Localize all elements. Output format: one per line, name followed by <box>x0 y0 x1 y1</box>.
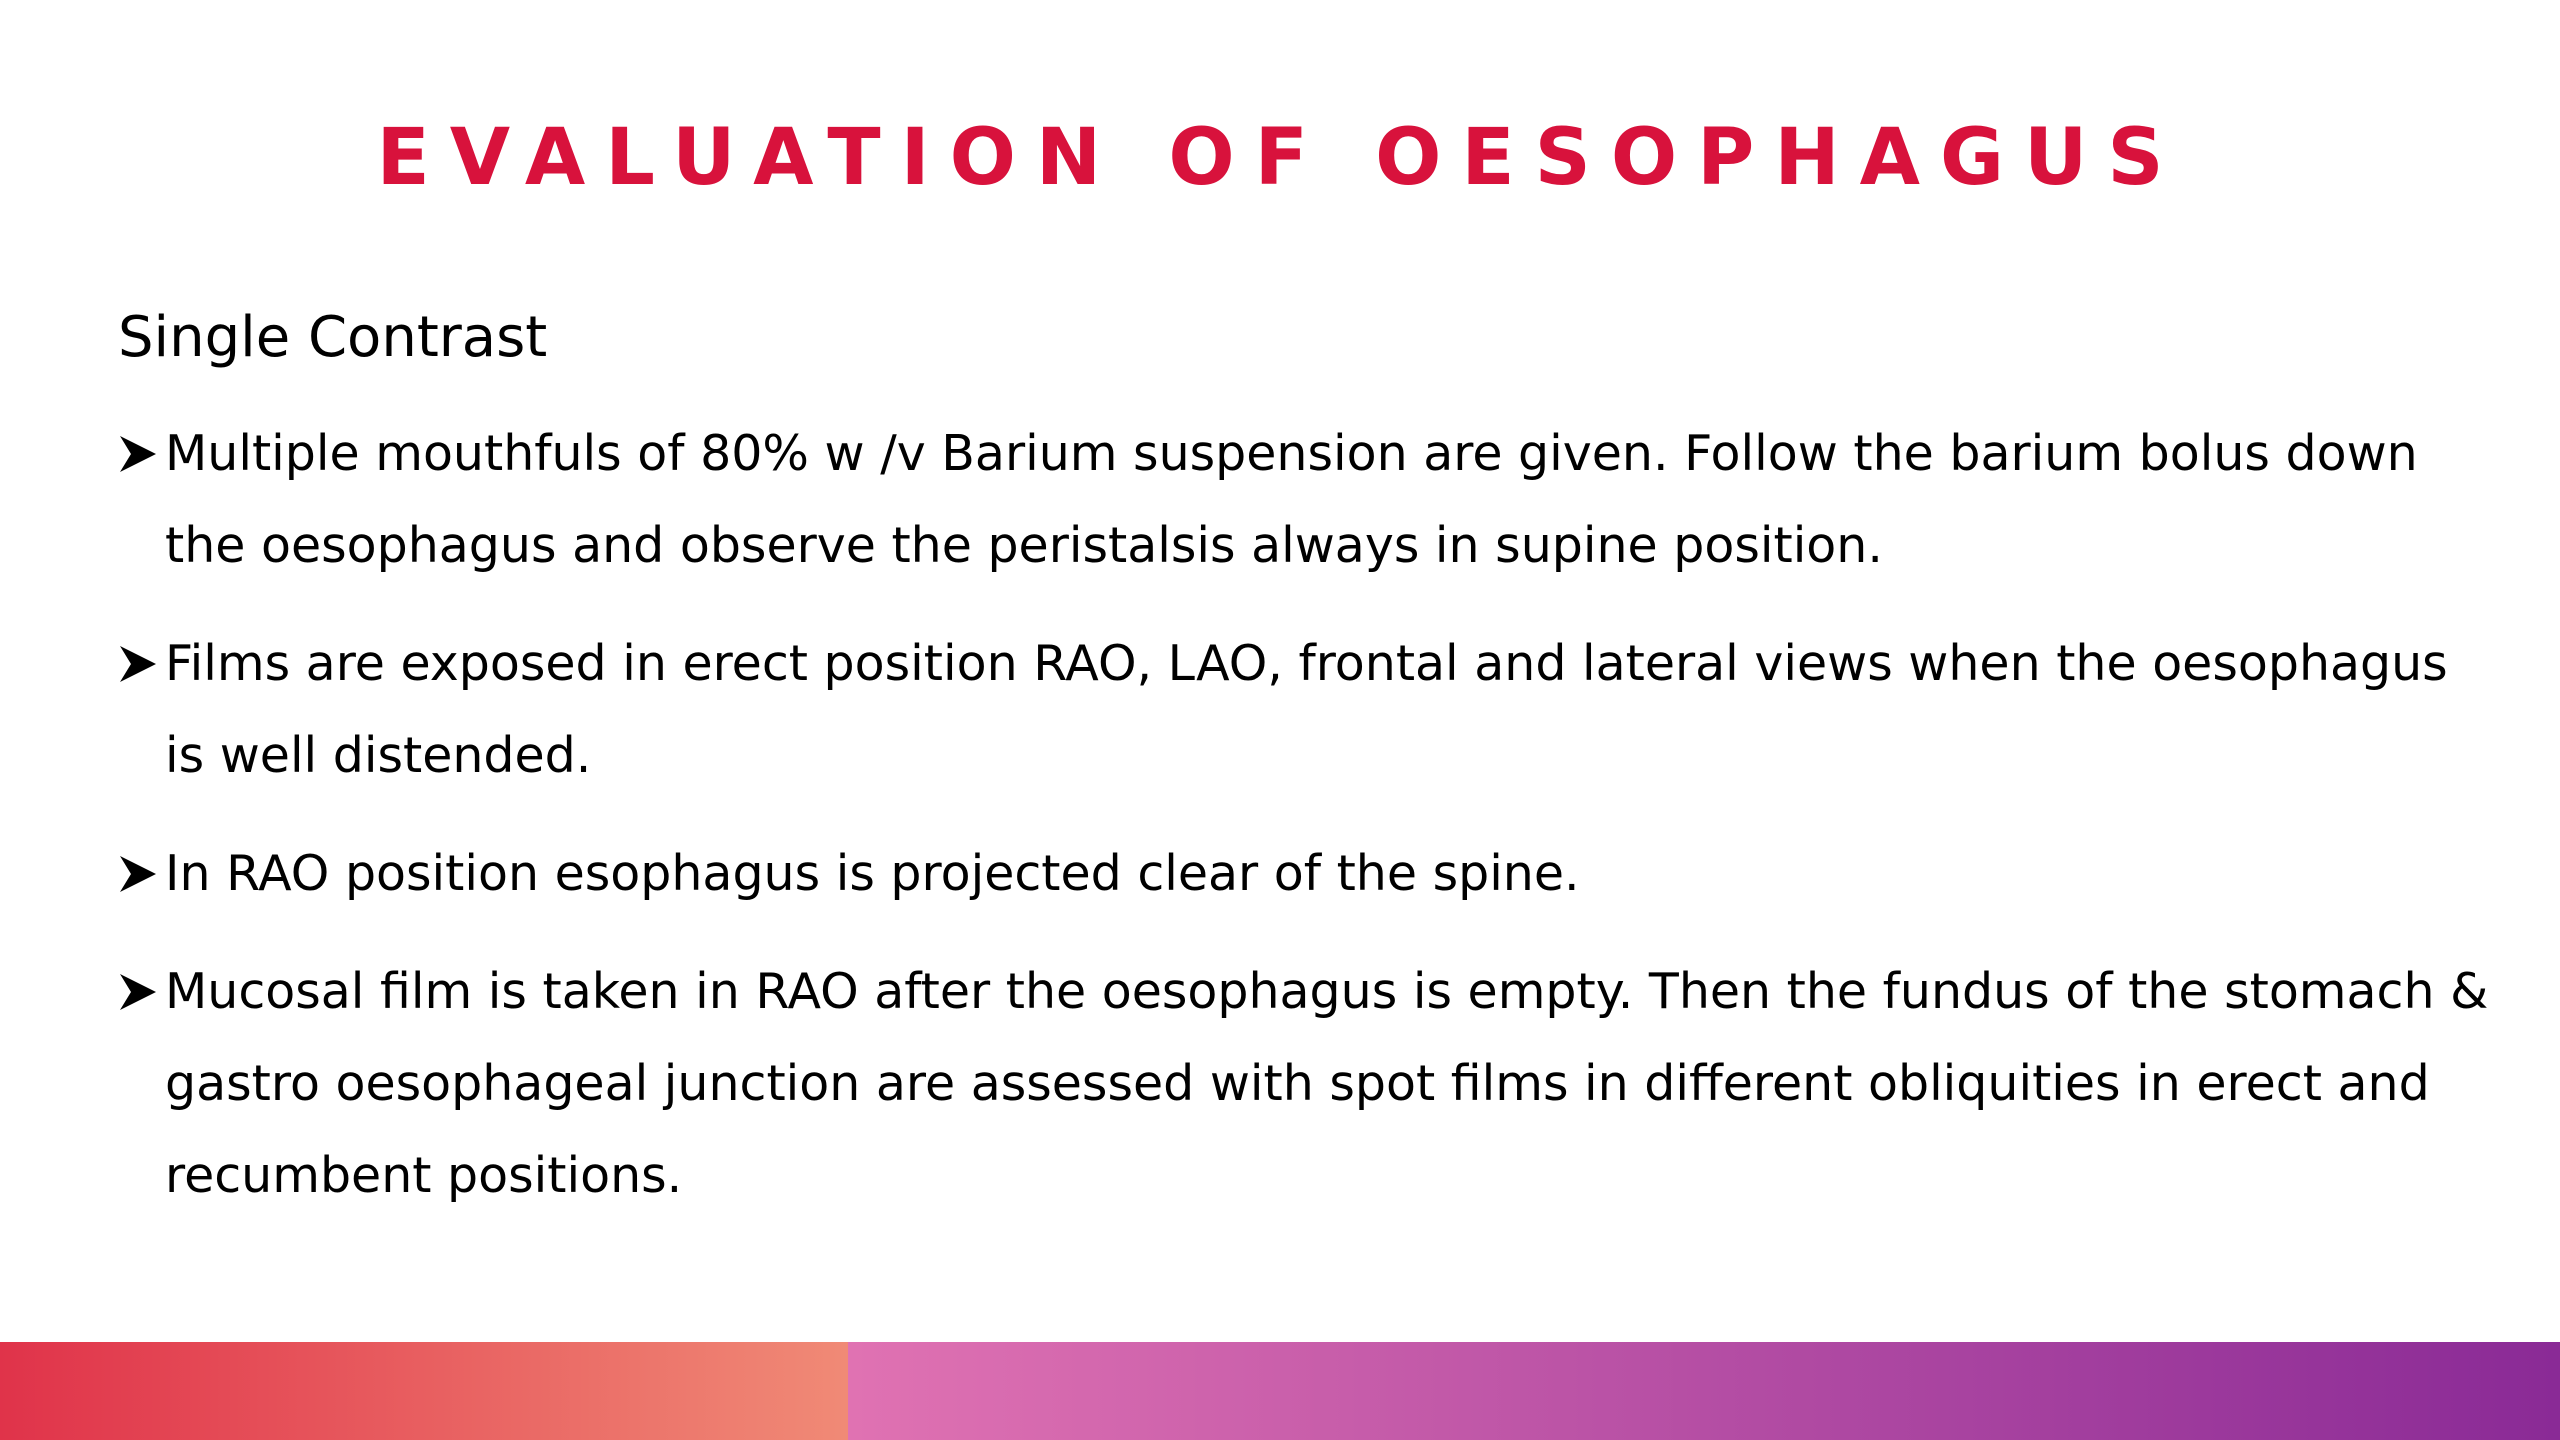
arrowhead-bullet-icon <box>118 408 162 500</box>
bullet-text: Mucosal film is taken in RAO after the oesophagus is empty. Then the fundus of the stomach & gastro oesophageal junction are assessed with spot films in different obliquities in erect and recumbent positions. <box>165 963 2489 1204</box>
arrowhead-bullet-icon <box>118 618 162 710</box>
decorative-gradient-bar <box>0 1342 2560 1440</box>
slide-content <box>118 296 2498 1248</box>
bullet-item <box>118 408 2498 592</box>
bullet-text: In RAO position esophagus is projected clear of the spine. <box>165 845 1580 902</box>
bullet-list <box>118 408 2498 1222</box>
gradient-bar-left <box>0 1342 848 1440</box>
bullet-item <box>118 946 2498 1222</box>
arrowhead-bullet-icon <box>118 946 162 1038</box>
arrowhead-bullet-icon <box>118 828 162 920</box>
bullet-text: Films are exposed in erect position RAO, LAO, frontal and lateral views when the oesophagus is well distended. <box>165 635 2448 784</box>
bullet-item <box>118 618 2498 802</box>
bullet-item <box>118 828 2498 920</box>
section-subheading: Single Contrast <box>118 305 548 370</box>
gradient-bar-right <box>848 1342 2560 1440</box>
bullet-text: Multiple mouthfuls of 80% w /v Barium suspension are given. Follow the barium bolus down the oesophagus and observe the peristalsis always in supine position. <box>165 425 2418 574</box>
slide-title: EVALUATION OF OESOPHAGUS <box>376 113 2184 203</box>
